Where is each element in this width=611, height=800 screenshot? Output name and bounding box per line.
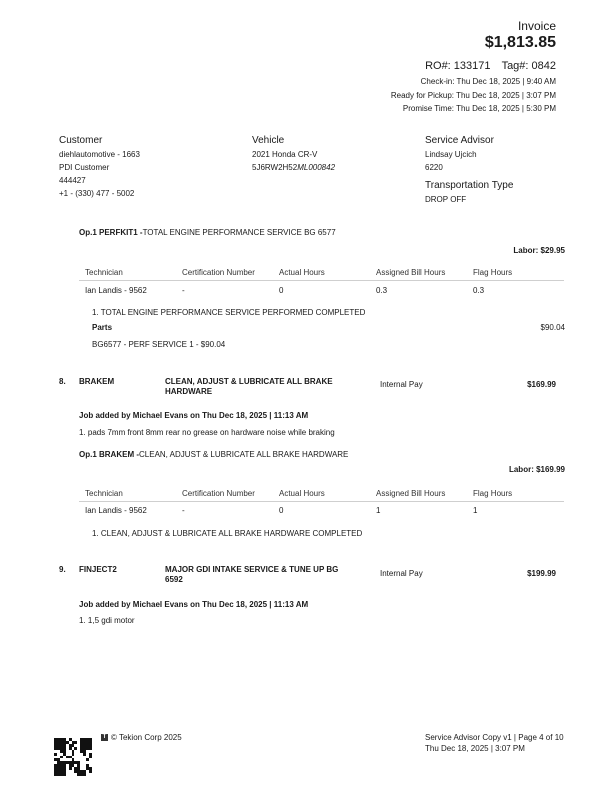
cell-certification: - [182,285,185,295]
qr-module [89,773,92,776]
job9-concern: 1. 1,5 gdi motor [79,616,135,625]
job8-op-code: Op.1 BRAKEM - [79,450,139,459]
footer-copy-info: Service Advisor Copy v1 | Page 4 of 10 [425,733,564,742]
table-header-row [85,266,535,278]
col-flag-hours: Flag Hours [473,488,513,498]
op1-note: 1. TOTAL ENGINE PERFORMANCE SERVICE PERFORMED COMPLETED [92,308,366,317]
job8-code: BRAKEM [79,377,115,386]
col-certification: Certification Number [182,488,255,498]
job9-amount: $199.99 [527,569,556,578]
cell-assigned-bill-hours: 0.3 [376,285,388,295]
checkin-time: Check-in: Thu Dec 18, 2025 | 9:40 AM [420,77,556,86]
job8-added: Job added by Michael Evans on Thu Dec 18, 2025 | 11:13 AM [79,411,309,420]
table-row [85,504,535,516]
job9-desc: MAJOR GDI INTAKE SERVICE & TUNE UP BG 6592 [165,565,339,584]
job8-desc: CLEAN, ADJUST & LUBRICATE ALL BRAKE HARDWARE [165,377,333,396]
col-actual-hours: Actual Hours [279,267,325,277]
table-row [85,284,535,296]
cell-flag-hours: 0.3 [473,285,485,295]
col-assigned-bill-hours: Assigned Bill Hours [376,488,446,498]
ro-tag-line [417,60,556,72]
footer-copyright [101,733,182,742]
op1-title [79,228,336,237]
divider [79,280,564,281]
job8-amount: $169.99 [527,380,556,389]
footer-printed: Thu Dec 18, 2025 | 3:07 PM [425,744,525,753]
job8-op-desc: CLEAN, ADJUST & LUBRICATE ALL BRAKE HARDWARE [139,450,349,459]
job9-code: FINJECT2 [79,565,117,574]
transport-heading: Transportation Type [425,180,514,191]
invoice-total: $1,813.85 [484,34,556,51]
job8-pay: Internal Pay [380,380,423,389]
op1-part-line: BG6577 - PERF SERVICE 1 - $90.04 [92,340,226,349]
col-assigned-bill-hours: Assigned Bill Hours [376,267,446,277]
vin-prefix: 5J6RW2H52 [252,163,298,172]
vehicle-vin [252,161,335,174]
job8-labor: Labor: $169.99 [508,465,565,474]
advisor-block [425,135,513,206]
tag-number: Tag#: 0842 [501,60,556,72]
job8-op-title [79,450,348,459]
copyright-text: © Tekion Corp 2025 [111,733,182,742]
cell-certification: - [182,505,185,515]
op1-parts-heading: Parts [92,323,113,332]
job8-note: 1. CLEAN, ADJUST & LUBRICATE ALL BRAKE HARDWARE COMPLETED [92,529,363,538]
tekion-logo-icon: T [102,734,107,741]
col-technician: Technician [85,488,123,498]
job9-pay: Internal Pay [380,569,423,578]
col-certification: Certification Number [182,267,255,277]
qr-code [54,738,92,776]
job8-number: 8. [59,377,66,386]
job9-number: 9. [59,565,66,574]
col-flag-hours: Flag Hours [473,267,513,277]
customer-block [59,135,140,200]
cell-technician: Ian Landis - 9562 [85,285,147,295]
cell-actual-hours: 0 [279,505,284,515]
advisor-heading: Service Advisor [425,135,494,146]
cell-flag-hours: 1 [473,505,478,515]
cell-assigned-bill-hours: 1 [376,505,381,515]
customer-heading: Customer [59,135,103,146]
vehicle-block [252,135,335,174]
vehicle-model: 2021 Honda CR-V [252,150,318,159]
advisor-name: Lindsay Ujcich [425,150,477,159]
cell-technician: Ian Landis - 9562 [85,505,147,515]
op1-desc: TOTAL ENGINE PERFORMANCE SERVICE BG 6577 [142,228,336,237]
advisor-id: 6220 [425,163,443,172]
op1-code: Op.1 PERFKIT1 - [79,228,143,237]
table-header-row [85,487,535,499]
promise-time: Promise Time: Thu Dec 18, 2025 | 5:30 PM [402,104,556,113]
divider [79,501,564,502]
customer-number: 444427 [59,176,86,185]
job9-added: Job added by Michael Evans on Thu Dec 18, 2025 | 11:13 AM [79,600,309,609]
invoice-label: Invoice [517,19,556,33]
op1-labor: Labor: $29.95 [513,246,565,255]
ready-time: Ready for Pickup: Thu Dec 18, 2025 | 3:07 PM [390,91,556,100]
customer-name: diehlautomotive - 1663 [59,150,140,159]
ro-number: RO#: 133171 [425,60,491,72]
job8-concern: 1. pads 7mm front 8mm rear no grease on hardware noise while braking [79,428,335,437]
op1-tech-table [85,266,535,296]
customer-type: PDI Customer [59,163,110,172]
customer-phone: +1 - (330) 477 - 5002 [59,189,135,198]
cell-actual-hours: 0 [279,285,284,295]
transport-type: DROP OFF [425,195,467,204]
col-technician: Technician [85,267,123,277]
vin-suffix: ML000842 [297,163,336,172]
vehicle-heading: Vehicle [252,135,285,146]
col-actual-hours: Actual Hours [279,488,325,498]
op1-parts-amount: $90.04 [540,323,565,332]
